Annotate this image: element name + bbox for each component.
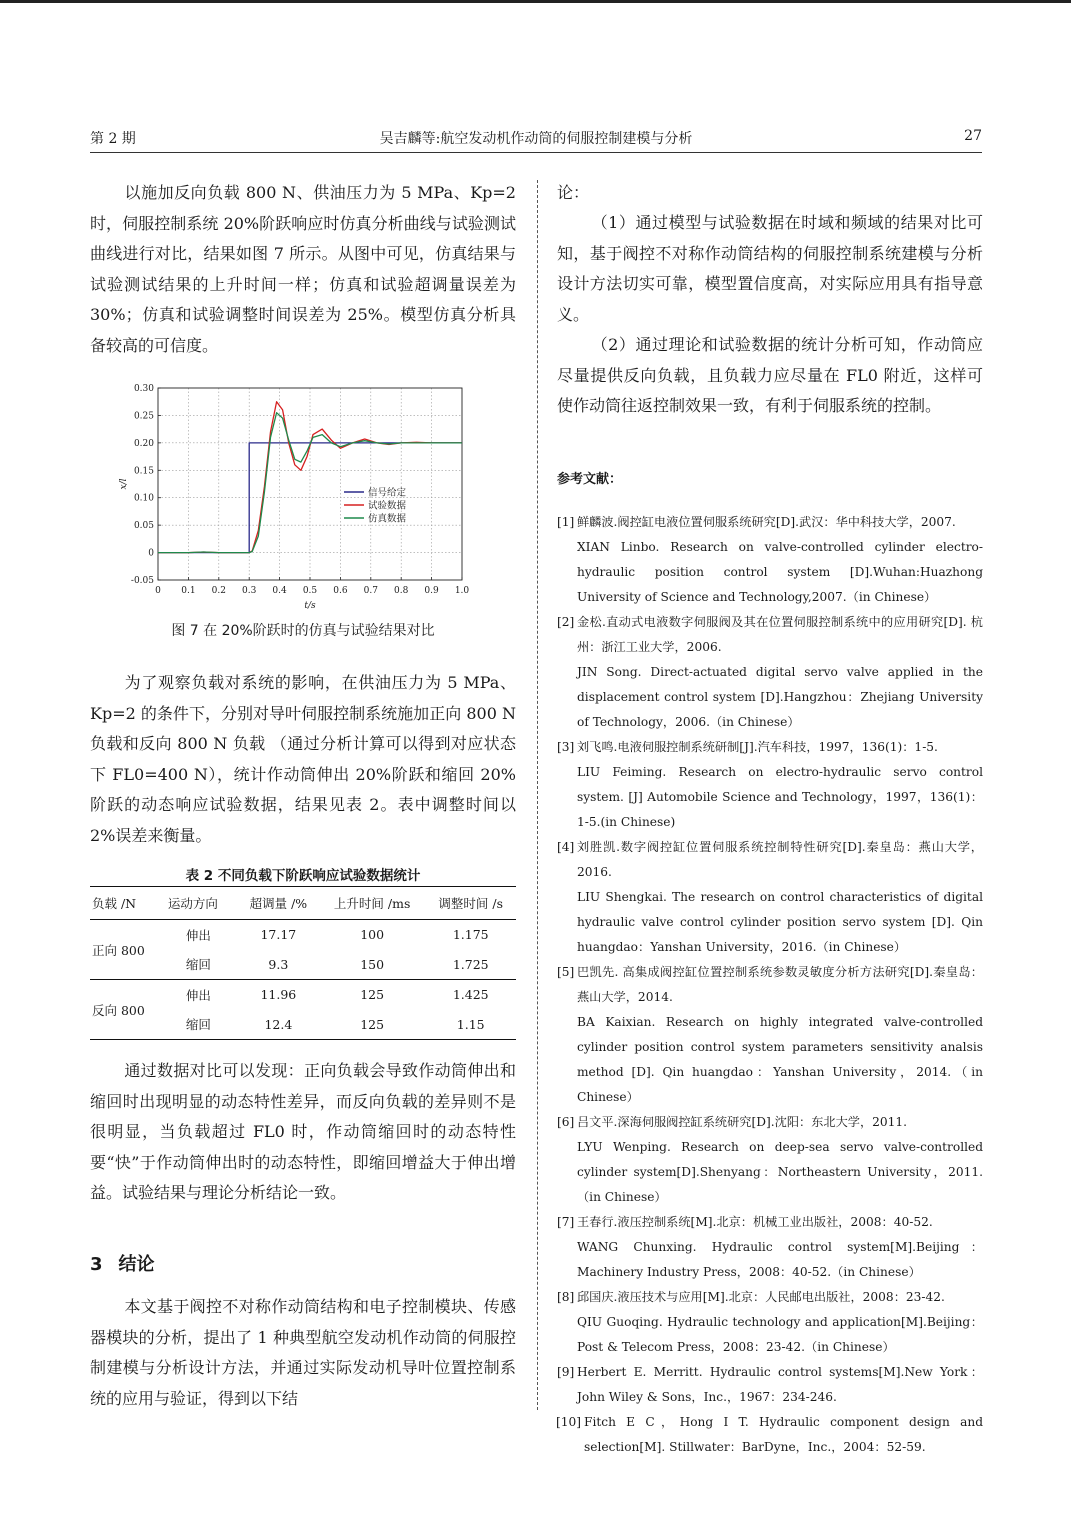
overshoot-cell: 12.4 [264,1016,293,1032]
direction-cell: 伸出 [185,987,211,1003]
settle-cell: 1.175 [452,927,489,943]
reference-item: [3] 刘飞鸣.电液伺服控制系统研制[J].汽车科技，1997，136(1)：1-5. LIU Feiming. Research on electro-hydraulic servo control system. [J] Automobile Science and Technology，1997，136(1)：1-5.(in Chinese) [557,740,983,829]
x-tick-label: 0 [155,586,161,596]
x-tick-label: 0.5 [302,586,318,596]
x-tick-label: 0.6 [333,586,348,596]
column-divider [537,180,538,1410]
reference-item: [10] Fitch E C，Hong I T. Hydraulic component design and selection[M]. Stillwater：BarDyne，Inc.，2004：52-59. [556,1415,983,1454]
col-header-settle-time: 调整时间 /s [425,887,516,920]
legend-label: 仿真数据 [368,513,407,525]
x-tick-label: 0.8 [394,586,409,596]
legend-label: 试验数据 [368,500,407,512]
y-tick-label: -0.05 [130,576,154,586]
rise-cell: 125 [360,1016,385,1032]
running-title: 吴吉麟等:航空发动机作动筒的伺服控制建模与分析 [379,131,693,147]
section-number: 3 [90,1254,103,1275]
x-axis-label: t/s [304,601,316,611]
rise-cell: 150 [319,950,426,980]
y-tick-label: 0.25 [133,411,154,422]
top-rule [0,0,1071,3]
reference-item: [2] 金松.直动式电液数字伺服阀及其在位置伺服控制系统中的应用研究[D]. 杭州：浙江工业大学，2006. JIN Song. Direct-actuated digital servo valve applied in the displacement control system [D].Hangzhou：Zhejiang University of Technology，2006.（in Chinese） [557,615,983,729]
reference-item: [1] 鲜麟波.阀控缸电液位置伺服系统研究[D].武汉：华中科技大学，2007. XIAN Linbo. Research on valve-controlled cylinder electro-hydraulic position control system [D].Wuhan:Huazhong University of Science and Technology,2007.（in Chinese） [557,515,983,604]
col-header-overshoot: 超调量 /% [238,887,319,920]
x-tick-label: 0.3 [242,586,257,596]
page-number: 27 [964,128,982,144]
load-cell: 正向 800 [90,920,166,980]
x-tick-label: 1.0 [454,586,470,596]
y-tick-label: 0.30 [133,384,154,394]
y-tick-label: 0 [148,548,154,559]
paragraph-conclusion-1: （1）通过模型与试验数据在时域和频域的结果对比可知，基于阀控不对称作动筒结构的伺服控制系统建模与分析设计方法切实可靠，模型置信度高，对实际应用具有指导意义。 [557,213,983,324]
step-response-table [90,886,516,1040]
paragraph-load-effect: 为了观察负载对系统的影响，在供油压力为 5 MPa、Kp=2 的条件下，分别对导叶伺服控制系统施加正向 800 N 负载和反向 800 N 负载 （通过分析计算可以得到对应状态下 FL0=400 N），统计作动筒伸出 20%阶跃和缩回 20%阶跃的动态响应试验数据，结果见表 2。表中调整时间以 2%误差来衡量。 [90,673,516,845]
direction-cell: 伸出 [185,927,211,943]
overshoot-cell: 11.96 [260,987,297,1003]
settle-cell: 1.425 [452,987,489,1003]
section-title: 结论 [118,1254,155,1275]
direction-cell: 缩回 [185,1017,211,1033]
paragraph-conclusion-intro: 本文基于阀控不对称作动筒结构和电子控制模块、传感器模块的分析，提出了 1 种典型航空发动机作动筒的伺服控制建模与分析设计方法，并通过实际发动机导叶位置控制系统的应用与验证，得到以下结 [90,1297,516,1408]
x-tick-label: 0.7 [363,586,378,596]
col-header-load: 负载 /N [90,887,166,920]
reference-list [557,510,983,1460]
col-header-rise-time: 上升时间 /ms [319,887,426,920]
reference-item: [7] 王春行.液压控制系统[M].北京：机械工业出版社，2008：40-52. WANG Chunxing. Hydraulic control system[M].Beijing：Machinery Industry Press，2008：40-52.（in Chinese） [557,1215,983,1279]
step-response-chart [112,380,484,616]
reference-item: [5] 巴凯先. 高集成阀控缸位置控制系统参数灵敏度分析方法研究[D].秦皇岛：燕山大学，2014. BA Kaixian. Research on highly integrated valve-controlled cylinder position control system parameters sensitivity analsis method [D]. Qin huangdao：Yanshan University，2014.（in Chinese） [557,965,983,1104]
y-axis-label: x/l [119,478,129,490]
paragraph-data-comparison: 通过数据对比可以发现：正向负载会导致作动筒伸出和缩回时出现明显的动态特性差异，而反向负载的差异则不是很明显，当负载超过 FL0 时，作动筒缩回时的动态特性要“快”于作动筒伸出时的动态特性，即缩回增益大于伸出增益。试验结果与理论分析结论一致。 [90,1061,516,1203]
reference-item: [4] 刘胜凯.数字阀控缸位置伺服系统控制特性研究[D].秦皇岛：燕山大学，2016. LIU Shengkai. The research on control characteristics of digital hydraulic valve control cylinder position servo system [D]. Qin huangdao：Yanshan University，2016.（in Chinese） [557,840,983,954]
overshoot-cell: 17.17 [260,927,297,943]
reference-item: [6] 吕文平.深海伺服阀控缸系统研究[D].沈阳：东北大学，2011. LYU Wenping. Research on deep-sea servo valve-controlled cylinder system[D].Shenyang：Northeastern University，2011.（in Chinese） [557,1115,983,1204]
direction-cell: 缩回 [166,950,238,980]
paragraph-conclusion-2: （2）通过理论和试验数据的统计分析可知，作动筒应尽量提供反向负载，且负载力应尽量在 FL0 附近，这样可使作动筒往返控制效果一致，有利于伺服系统的控制。 [557,335,983,416]
references-title: 参考文献： [557,472,623,487]
rise-cell: 125 [360,987,385,1003]
load-cell: 反向 800 [92,1002,145,1018]
settle-cell: 1.725 [425,950,516,980]
x-tick-label: 0.1 [181,586,196,596]
issue-number: 第 2 期 [90,131,136,147]
running-header [90,126,982,153]
y-tick-label: 0.05 [133,521,154,532]
overshoot-cell: 9.3 [238,950,319,980]
table-row [90,920,516,950]
legend-label: 信号给定 [368,487,407,499]
paragraph-comparison: 以施加反向负载 800 N、供油压力为 5 MPa、Kp=2 时，伺服控制系统 20%阶跃响应时仿真分析曲线与试验测试曲线进行对比，结果如图 7 所示。从图中可见，仿真结果与试验测试结果的上升时间一样；仿真和试验超调量误差为 30%；仿真和试验调整时间误差为 25%。模型仿真分析具备较高的可信度。 [90,183,516,355]
section-heading [90,1250,155,1276]
y-tick-label: 0.10 [133,493,154,504]
table-row [90,980,516,1010]
y-tick-label: 0.15 [133,466,154,477]
x-tick-label: 0.4 [272,586,287,596]
table-header-row [90,887,516,920]
x-tick-label: 0.9 [424,586,439,596]
figure-caption: 图 7 在 20%阶跃时的仿真与试验结果对比 [171,623,435,639]
table-caption: 表 2 不同负载下阶跃响应试验数据统计 [185,868,421,884]
col-header-direction: 运动方向 [166,887,238,920]
reference-item: [8] 邱国庆.液压技术与应用[M].北京：人民邮电出版社，2008：23-42. QIU Guoqing. Hydraulic technology and application[M].Beijing：Post & Telecom Press，2008：23-42.（in Chinese） [557,1290,983,1354]
y-tick-label: 0.20 [133,438,154,449]
reference-item: [9] Herbert E. Merritt. Hydraulic control systems[M].New York：John Wiley & Sons，Inc.，1967：234-246. [557,1365,983,1404]
paragraph-continued: 论： [557,183,590,202]
x-tick-label: 0.2 [211,586,226,596]
settle-cell: 1.15 [456,1016,485,1032]
rise-cell: 100 [360,927,385,943]
